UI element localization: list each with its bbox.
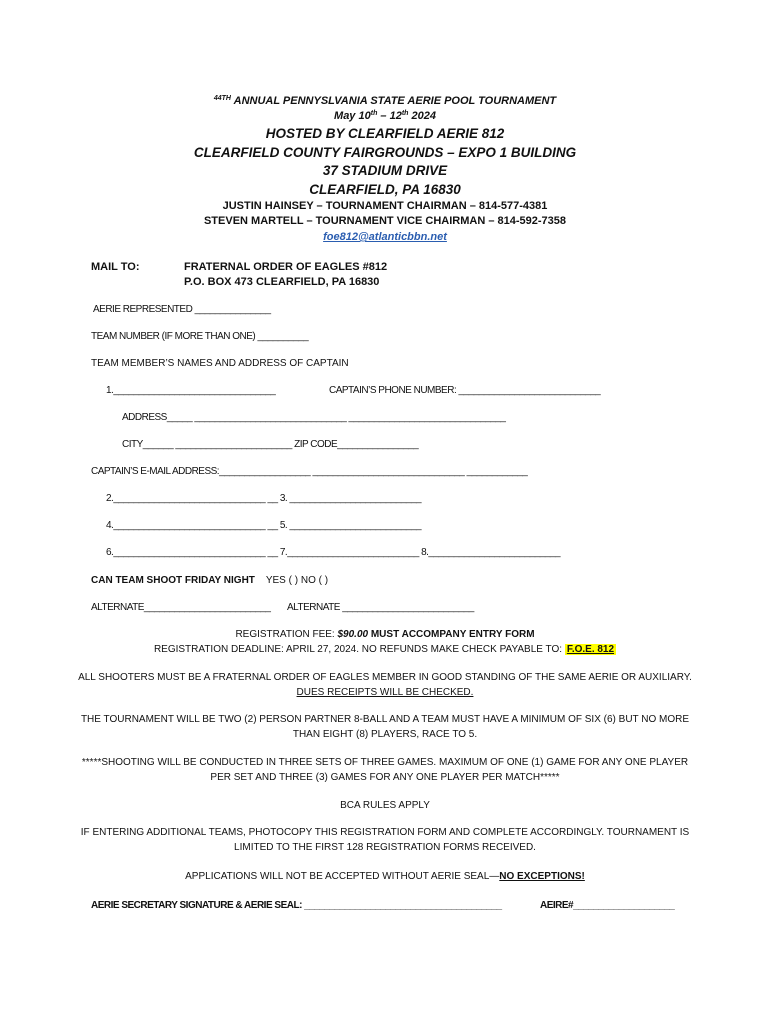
aerie-number-field[interactable]: AEIRE#____________________ <box>540 900 675 911</box>
seal-text: APPLICATIONS WILL NOT BE ACCEPTED WITHOUT AERIE SEAL— <box>185 871 500 882</box>
bca-rules: BCA RULES APPLY <box>340 800 430 811</box>
tournament-annual-line <box>0 95 770 107</box>
mail-to-address-line1: FRATERNAL ORDER OF EAGLES #812 <box>184 261 388 273</box>
mail-to-label: MAIL TO: <box>91 261 140 273</box>
members-4-5-fields[interactable]: 4.______________________________ __ 5. __________________________ <box>106 520 422 531</box>
no-exceptions: NO EXCEPTIONS! <box>499 871 585 882</box>
venue: CLEARFIELD COUNTY FAIRGROUNDS – EXPO 1 BUILDING <box>193 145 577 160</box>
friday-night-question <box>91 575 328 586</box>
format-rule-line1: THE TOURNAMENT WILL BE TWO (2) PERSON PARTNER 8-BALL AND A TEAM MUST HAVE A MINIMUM OF SIX (6) BUT NO MORE <box>80 714 690 725</box>
venue-street: 37 STADIUM DRIVE <box>322 163 448 178</box>
dates-start-sup: th <box>370 110 378 117</box>
dates-end: – 12 <box>377 110 402 122</box>
dates-end-sup: th <box>401 110 409 117</box>
contact-email-wrap <box>0 231 770 243</box>
additional-teams-line2: LIMITED TO THE FIRST 128 REGISTRATION FORMS RECEIVED. <box>234 842 536 853</box>
members-6-7-8-fields[interactable]: 6.______________________________ __ 7.__________________________ 8.__________________________ <box>106 547 561 558</box>
dates-year: 2024 <box>408 110 436 122</box>
shooting-rule-line2: PER SET AND THREE (3) GAMES FOR ANY ONE PLAYER PER MATCH***** <box>210 772 560 783</box>
payable-to-badge: F.O.E. 812 <box>566 644 615 655</box>
aerie-represented-field[interactable]: AERIE REPRESENTED _______________ <box>93 304 271 315</box>
contact-email-link[interactable]: foe812@atlanticbbn.net <box>323 231 447 243</box>
secretary-signature-field[interactable]: AERIE SECRETARY SIGNATURE & AERIE SEAL: _______________________________________ <box>91 900 502 911</box>
registration-deadline <box>0 644 770 655</box>
hosted-by: HOSTED BY CLEARFIELD AERIE 812 <box>265 126 505 141</box>
city-zip-field[interactable]: CITY______ _______________________ ZIP CODE________________ <box>122 439 419 450</box>
members-2-3-fields[interactable]: 2.______________________________ __ 3. __________________________ <box>106 493 422 504</box>
annual-ordinal: 44TH <box>213 95 231 102</box>
chairman-contact: JUSTIN HAINSEY – TOURNAMENT CHAIRMAN – 814-577-4381 <box>222 200 548 212</box>
shooters-rule-line2: DUES RECEIPTS WILL BE CHECKED. <box>296 687 474 698</box>
member-1-field[interactable]: 1.________________________________ <box>106 385 276 396</box>
annual-title: ANNUAL PENNYSLVANIA STATE AERIE POOL TOURNAMENT <box>233 95 557 107</box>
registration-fee <box>0 629 770 640</box>
shooters-rule-line1: ALL SHOOTERS MUST BE A FRATERNAL ORDER OF EAGLES MEMBER IN GOOD STANDING OF THE SAME AERIE OR AUXILIARY. <box>78 672 692 683</box>
mail-to-address-line2: P.O. BOX 473 CLEARFIELD, PA 16830 <box>184 276 380 288</box>
friday-night-label: CAN TEAM SHOOT FRIDAY NIGHT <box>91 575 255 586</box>
shooting-rule-line1: *****SHOOTING WILL BE CONDUCTED IN THREE SETS OF THREE GAMES. MAXIMUM OF ONE (1) GAME FOR ANY ONE PLAYER <box>81 757 689 768</box>
team-number-field[interactable]: TEAM NUMBER (IF MORE THAN ONE) __________ <box>91 331 309 342</box>
alternate-1-field[interactable]: ALTERNATE_________________________ <box>91 602 271 613</box>
format-rule-line2: THAN EIGHT (8) PLAYERS, RACE TO 5. <box>292 729 478 740</box>
team-members-heading: TEAM MEMBER’S NAMES AND ADDRESS OF CAPTAIN <box>91 358 349 369</box>
captain-email-field[interactable]: CAPTAIN’S E-MAIL ADDRESS:__________________ ______________________________ ____________ <box>91 466 528 477</box>
seal-requirement <box>0 871 770 882</box>
venue-city: CLEARFIELD, PA 16830 <box>309 182 461 197</box>
fee-note: MUST ACCOMPANY ENTRY FORM <box>368 629 535 640</box>
additional-teams-line1: IF ENTERING ADDITIONAL TEAMS, PHOTOCOPY THIS REGISTRATION FORM AND COMPLETE ACCORDINGLY. TOURNAMENT IS <box>80 827 690 838</box>
vice-chairman-contact: STEVEN MARTELL – TOURNAMENT VICE CHAIRMAN – 814-592-7358 <box>203 215 567 227</box>
deadline-text: REGISTRATION DEADLINE: APRIL 27, 2024. NO REFUNDS MAKE CHECK PAYABLE TO: <box>153 644 563 655</box>
alternate-2-field[interactable]: ALTERNATE __________________________ <box>287 602 474 613</box>
friday-night-options[interactable]: YES ( ) NO ( ) <box>265 575 329 586</box>
address-field[interactable]: ADDRESS_____ ______________________________ _______________________________ <box>122 412 506 423</box>
dates-start: May 10 <box>334 110 371 122</box>
captain-phone-field[interactable]: CAPTAIN’S PHONE NUMBER: ____________________________ <box>329 385 601 396</box>
tournament-dates <box>0 110 770 122</box>
fee-amount: $90.00 <box>337 629 369 640</box>
fee-label: REGISTRATION FEE: <box>235 629 338 640</box>
